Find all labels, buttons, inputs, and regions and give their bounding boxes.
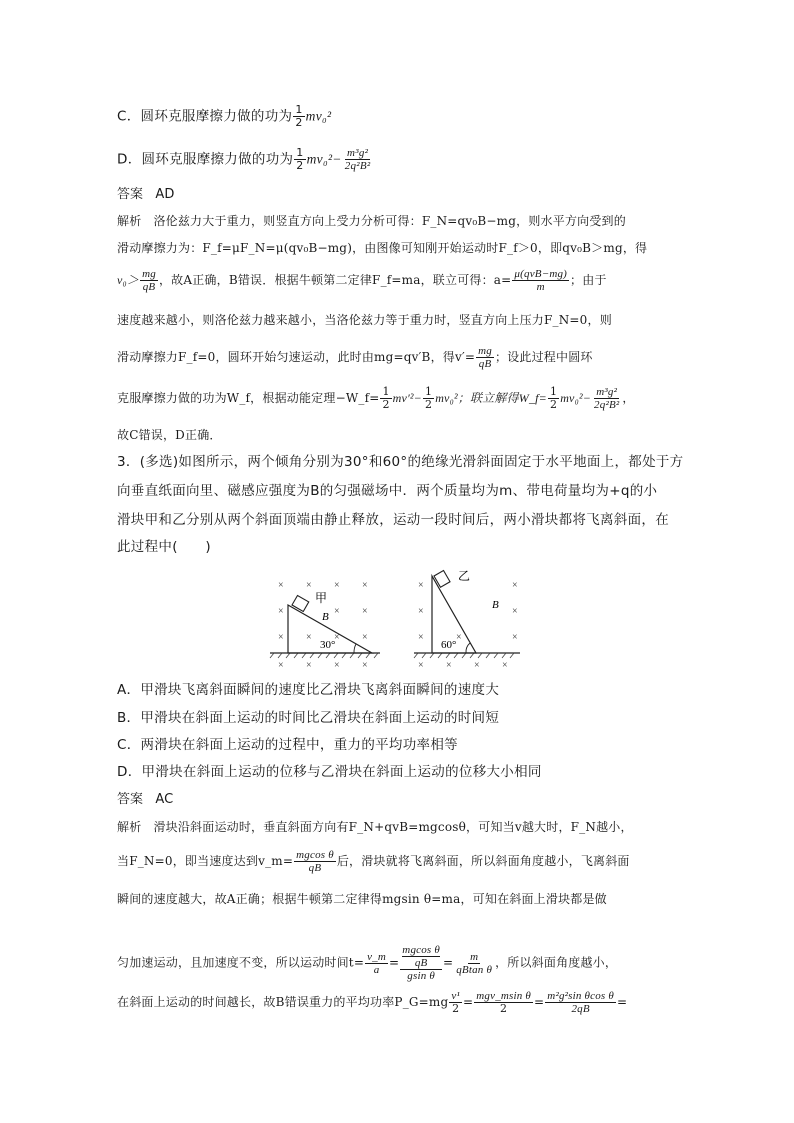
option-a: A．甲滑块飞离斜面瞬间的速度比乙滑块飞离斜面瞬间的速度大 <box>117 682 500 698</box>
fraction: $\frac{1}{2}$ <box>295 103 303 129</box>
svg-text:×: × <box>418 632 424 643</box>
prev-option-d: D．圆环克服摩擦力做的功为 $\frac{1}{2}$ mv₀²− $\frac{\text{m³g²}}{\text{2q²B²}}$ <box>117 146 371 172</box>
fraction: $\frac{1}{2}$ <box>296 146 304 172</box>
option-b: B．甲滑块在斜面上运动的时间比乙滑块在斜面上运动的时间短 <box>117 710 500 726</box>
solution-line: 当F_N=0，即当速度达到v_m= $\frac{\text{mgcos θ}}{qB}$ 后，滑块就将飞离斜面，所以斜面角度越小，飞离斜面 <box>117 849 630 874</box>
svg-text:×: × <box>362 660 368 671</box>
svg-text:×: × <box>446 660 452 671</box>
svg-text:×: × <box>362 606 368 617</box>
svg-text:×: × <box>362 580 368 591</box>
svg-text:×: × <box>418 606 424 617</box>
answer: 答案 AC <box>117 792 174 807</box>
prev-option-c: C．圆环克服摩擦力做的功为 $\frac{1}{2}$ mv₀² <box>117 103 332 129</box>
label-yi: 乙 <box>458 569 471 583</box>
svg-text:×: × <box>306 580 312 591</box>
svg-text:×: × <box>418 580 424 591</box>
solution-line: 解析 滑块沿斜面运动时，垂直斜面方向有F_N+qvB=mgcosθ，可知当v越大时，F_N越小， <box>117 820 633 834</box>
svg-text:×: × <box>278 606 284 617</box>
fraction: $\frac{\text{m³g²}}{\text{2q²B²}}$ <box>344 147 371 172</box>
svg-text:×: × <box>334 632 340 643</box>
question-line: 向垂直纸面向里、磁感应强度为B的匀强磁场中．两个质量均为m、带电荷量均为+q的小 <box>117 483 658 499</box>
label-b: B <box>322 611 329 623</box>
incline-figure <box>262 562 532 674</box>
solution-line: 匀加速运动，且加速度不变，所以运动时间t= $\frac{v\_m}{a}$ = mgcos θ qB gsin θ = $\frac{m}{\text{qBtan θ}}$ ，所以斜面角度越小， <box>117 944 618 982</box>
svg-text:×: × <box>278 580 284 591</box>
figure-left <box>270 580 380 671</box>
prev-solution-line: 滑动摩擦力F_f=0，圆环开始匀速运动，此时由mg=qv′B，得v′= $\frac{mg}{qB}$ ；设此过程中圆环 <box>117 345 593 370</box>
prev-solution-line: 滑动摩擦力为：F_f=μF_N=μ(qv₀B−mg)，由图像可知刚开始运动时F_f＞0，即qv₀B＞mg，得 <box>117 241 648 255</box>
label-jia: 甲 <box>315 591 328 605</box>
question-line: 3．(多选)如图所示，两个倾角分别为30°和60°的绝缘光滑斜面固定于水平地面上，都处于方 <box>117 454 684 470</box>
svg-text:×: × <box>502 660 508 671</box>
angle-label: 30° <box>320 639 336 651</box>
svg-text:×: × <box>362 632 368 643</box>
angle-label: 60° <box>441 639 457 651</box>
svg-text:×: × <box>418 660 424 671</box>
svg-text:×: × <box>512 632 518 643</box>
prev-solution-line: v₀＞ $\frac{mg}{qB}$ ，故A正确，B错误．根据牛顿第二定律F_f=ma，联立可得：a= $\frac{\text{μ(qvB−mg)}}{m}$ ；由于 <box>117 268 607 293</box>
prev-solution-line: 故C错误，D正确． <box>117 428 222 442</box>
option-c: C．两滑块在斜面上运动的过程中，重力的平均功率相等 <box>117 737 458 753</box>
svg-text:×: × <box>334 580 340 591</box>
svg-text:×: × <box>512 580 518 591</box>
svg-text:×: × <box>334 606 340 617</box>
prev-solution-line: 解析 洛伦兹力大于重力，则竖直方向上受力分析可得：F_N=qv₀B−mg，则水平方向受到的 <box>117 214 626 228</box>
prev-solution-line: 克服摩擦力做的功为W_f，根据动能定理−W_f= $\frac{1}{2}$ mv′²− $\frac{1}{2}$ mv₀²；联立解得W_f= $\frac{1}{2}$ mv₀²− $\frac{\text{m³g²}}{\text{2q²B²}}$ ， <box>117 385 635 411</box>
solution-line: 瞬间的速度越大，故A正确；根据牛顿第二定律得mgsin θ=ma，可知在斜面上滑块都是做 <box>117 892 607 906</box>
svg-text:×: × <box>334 660 340 671</box>
label-b: B <box>492 599 499 611</box>
svg-text:×: × <box>278 632 284 643</box>
question-line: 滑块甲和乙分别从两个斜面顶端由静止释放，运动一段时间后，两小滑块都将飞离斜面，在 <box>117 512 669 528</box>
question-line: 此过程中( ) <box>117 539 211 555</box>
solution-line: 在斜面上运动的时间越长，故B错误重力的平均功率P_G=mg $\frac{\text{v¹}}{2}$ = $\frac{\text{mgv\_msin θ}}{2}$ = $\frac{\text{m²g²sin θcos θ}}{2qB}$ = <box>117 990 628 1015</box>
svg-text:×: × <box>474 660 480 671</box>
prev-solution-line: 速度越来越小，则洛伦兹力越来越小，当洛伦兹力等于重力时，竖直方向上压力F_N=0，则 <box>117 313 612 327</box>
svg-text:×: × <box>456 632 462 643</box>
prev-answer: 答案 AD <box>117 187 175 202</box>
svg-text:×: × <box>278 660 284 671</box>
svg-text:×: × <box>306 660 312 671</box>
svg-text:×: × <box>512 606 518 617</box>
figure-right <box>414 569 520 671</box>
option-d: D．甲滑块在斜面上运动的位移与乙滑块在斜面上运动的位移大小相同 <box>117 764 542 780</box>
svg-text:×: × <box>306 632 312 643</box>
